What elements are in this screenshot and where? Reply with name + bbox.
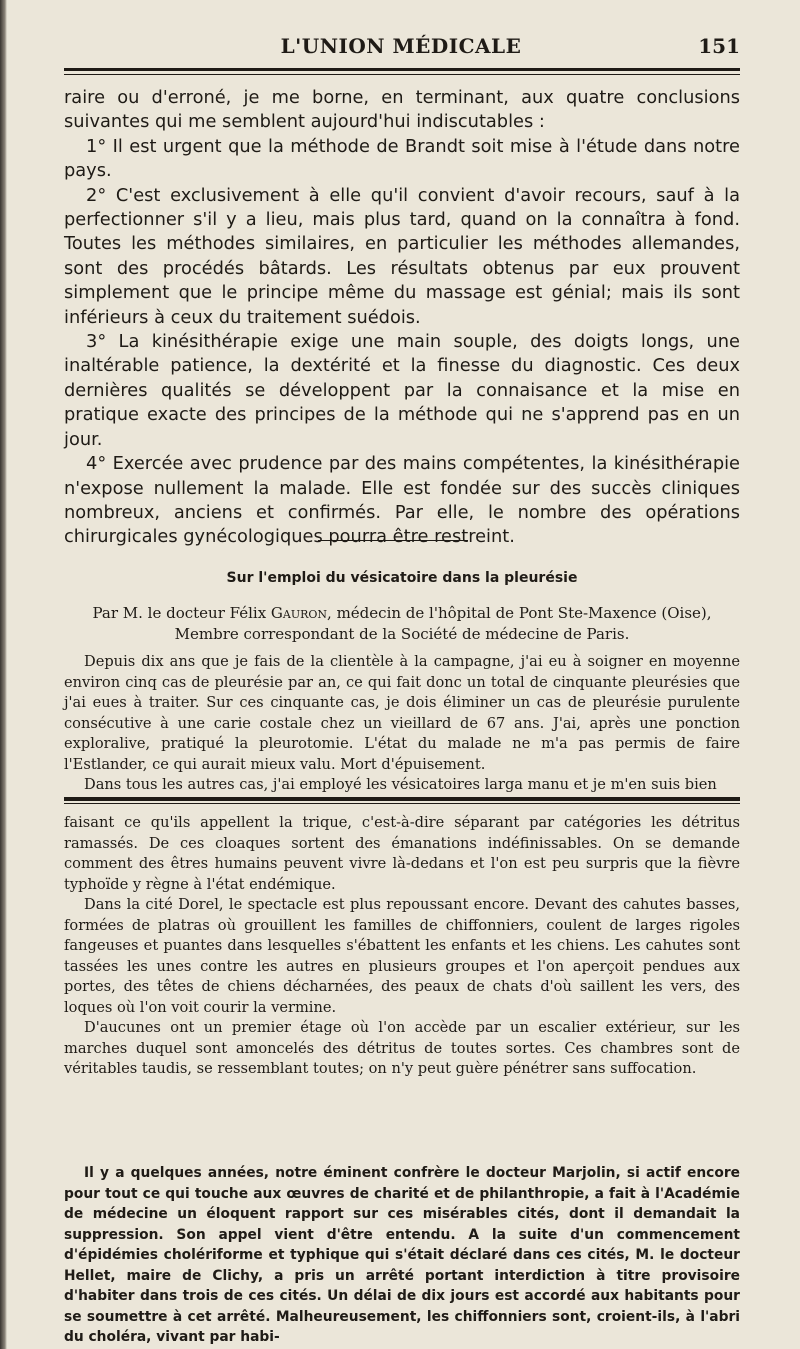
conclusions-text <box>64 86 740 550</box>
paragraph: raire ou d'erroné, je me borne, en terminant, aux quatre conclusions suivantes qui me semblent aujourd'hui indiscutables : <box>64 87 740 133</box>
header-rule-thin <box>64 74 740 75</box>
author-prefix: Par M. le docteur Félix <box>92 604 271 622</box>
author-suffix: , médecin de l'hôpital de Pont Ste-Maxence (Oise), <box>327 604 712 622</box>
column-break-rule-thick <box>64 797 740 801</box>
author-line-2: Membre correspondant de la Société de médecine de Paris. <box>174 625 630 643</box>
feuilleton-text <box>64 813 740 1080</box>
paragraph: Il y a quelques années, notre éminent confrère le docteur Marjolin, si actif encore pour tout ce qui touche aux œuvres de charité et de philanthropie, a fait à l'Académie de médecine un éloquent rapport sur ces misérables cités, dont il demandait la suppression. Son appel vient d'être entendu. A la suite d'un commencement d'épidémies cholériforme et typhique qui s'était déclaré dans ces cités, M. le docteur Hellet, maire de Clichy, a pris un arrêté portant interdiction à titre provisoire d'habiter dans trois de ces cités. Un délai de dix jours est accordé aux habitants pour se soumettre à cet arrêté. Malheureusement, les chiffonniers sont, croient-ils, à l'abri du choléra, vivant par habi- <box>64 1165 740 1345</box>
section-separator <box>318 540 468 541</box>
article-text <box>64 652 740 796</box>
header-rule-thick <box>64 68 740 71</box>
paragraph: 2° C'est exclusivement à elle qu'il convient d'avoir recours, sauf à la perfectionner s'il y a lieu, mais plus tard, quand on la connaîtra à fond. Toutes les méthodes similaires, en particulier les méthodes allemandes, sont des procédés bâtards. Les résultats obtenus par eux prouvent simplement que le principe même du massage est génial; mais ils sont inférieurs à ceux du traitement suédois. <box>64 184 740 328</box>
author-name: Gauron <box>270 604 328 622</box>
paragraph: faisant ce qu'ils appellent la trique, c'est-à-dire séparant par catégories les détritus ramassés. De ces cloaques sortent des émanations indéfinissables. On se demande comment des êtres humains peuvent vivre là-dedans et l'on est peu surpris que la fièvre typhoïde y règne à l'état endémique. <box>64 814 740 893</box>
section-title: Sur l'emploi du vésicatoire dans la pleurésie <box>226 570 578 586</box>
paragraph: D'aucunes ont un premier étage où l'on accède par un escalier extérieur, sur les marches duquel sont amoncelés des détritus de toutes sortes. Ces chambres sont de véritables taudis, se ressemblant toutes; on n'y peut guère pénétrer sans suffocation. <box>64 1019 740 1077</box>
paragraph: 1° Il est urgent que la méthode de Brandt soit mise à l'étude dans notre pays. <box>64 135 740 182</box>
paragraph: Dans tous les autres cas, j'ai employé les vésicatoires larga manu et je m'en suis bien <box>84 776 717 793</box>
paragraph: 4° Exercée avec prudence par des mains compétentes, la kinésithérapie n'expose nullement la malade. Elle est fondée sur des succès cliniques nombreux, anciens et confirmés. Par elle, le nombre des opérations chirurgicales gynécologiques pourra être restreint. <box>64 453 740 548</box>
page-number: 151 <box>698 34 740 58</box>
paragraph: Dans la cité Dorel, le spectacle est plus repoussant encore. Devant des cahutes basses, formées de platras où grouillent les familles de chiffonniers, coulent de larges rigoles fangeuses et puantes dans lesquelles s'ébattent les enfants et les chiens. Les cahutes sont tassées les unes contre les autres en plusieurs groupes et l'on aperçoit pendues aux portes, des têtes de chiens décharnées, des peaux de chats d'où saillent les vers, des loques où l'on voit courir la vermine. <box>64 896 740 1016</box>
author-line-1 <box>64 603 740 624</box>
column-break-rule-thin <box>64 803 740 804</box>
author-line <box>64 603 740 645</box>
feuilleton-bold-text <box>64 1163 740 1348</box>
paragraph: 3° La kinésithérapie exige une main souple, des doigts longs, une inaltérable patience, la dextérité et la finesse du diagnostic. Ces deux dernières qualités se développent par la connaisance et la mise en pratique exacte des principes de la méthode qui ne s'apprend pas en un jour. <box>64 331 740 450</box>
running-header <box>62 34 740 64</box>
journal-title: L'UNION MÉDICALE <box>280 34 522 58</box>
page-binding-edge <box>0 0 7 1349</box>
paragraph: Depuis dix ans que je fais de la clientèle à la campagne, j'ai eu à soigner en moyenne environ cinq cas de pleurésie par an, ce qui fait donc un total de cinquante pleurésies que j'ai eues à traiter. Sur ces cinquante cas, je dois éliminer un cas de pleurésie purulente consécutive à une carie costale chez un vieillard de 67 ans. J'ai, après une ponction exploralive, pratiqué la pleurotomie. L'état du malade ne m'a pas permis de faire l'Estlander, ce qui aurait mieux valu. Mort d'épuisement. <box>64 653 740 773</box>
